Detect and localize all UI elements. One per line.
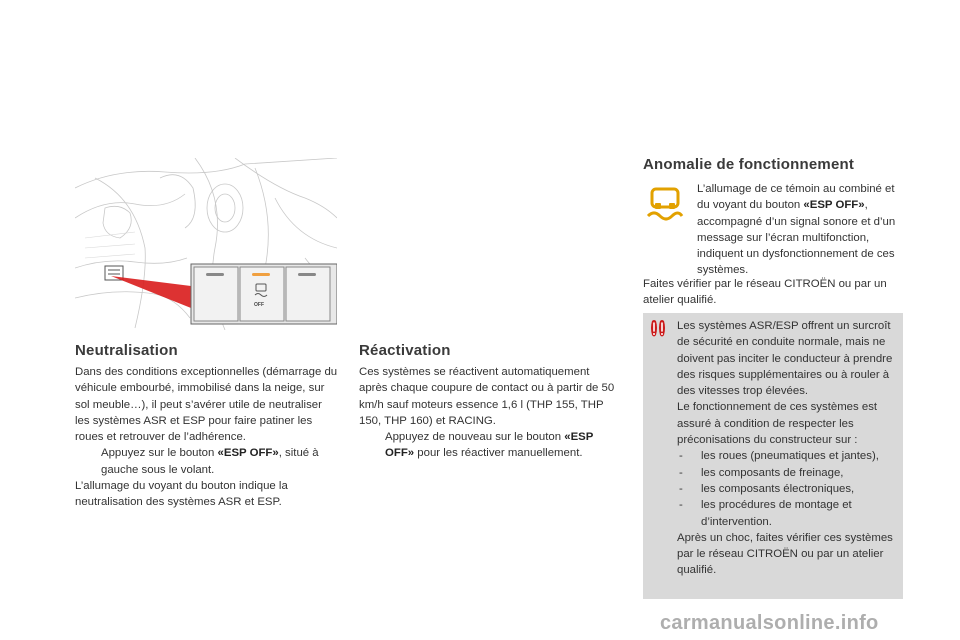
anomalie-paragraph-2: Faites vérifier par le réseau CITROËN ou par un atelier qualifié.: [643, 278, 887, 307]
dash-marker: -: [679, 482, 683, 495]
warning-list-item: - les procédures de montage et d’intervention.: [677, 497, 899, 530]
anomalie-icon-text: [697, 181, 907, 279]
watermark: carmanualsonline.info: [660, 612, 879, 634]
reactivation-heading: Réactivation: [359, 342, 451, 359]
warning-paragraph-3: Après un choc, faites vérifier ces systèmes par le réseau CITROËN ou par un atelier qualifié.: [677, 531, 893, 577]
esp-off-label: «ESP OFF»: [217, 447, 279, 460]
esp-off-label: «ESP OFF»: [385, 431, 594, 460]
anomalie-text-post: , accompagné d’un signal sonore et d’un message sur l’écran multifonction, indiquent un dysfonctionnement de ces systèmes.: [697, 199, 896, 277]
warning-list-item: - les composants de freinage,: [677, 465, 899, 481]
dash-marker: -: [679, 466, 683, 479]
bullet-icon: [75, 445, 101, 478]
warning-list-item: - les composants électroniques,: [677, 481, 899, 497]
bullet-text-pre: Appuyez de nouveau sur le bouton: [385, 431, 565, 444]
reactivation-text: [359, 364, 621, 462]
dashboard-illustration: [75, 158, 337, 330]
neutralisation-heading: Neutralisation: [75, 342, 178, 359]
warning-exclamation-icon: [647, 318, 669, 340]
esp-warning-light-icon: [645, 186, 685, 222]
neutralisation-text: [75, 364, 339, 511]
bullet-icon: [359, 429, 385, 462]
off-button-label: OFF: [254, 302, 264, 308]
dash-marker: -: [679, 450, 683, 463]
warning-paragraph-2: Le fonctionnement de ces systèmes est assuré à condition de respecter les préconisations du constructeur sur :: [677, 401, 878, 447]
neutralisation-paragraph-2: L’allumage du voyant du bouton indique la neutralisation des systèmes ASR et ESP.: [75, 480, 288, 509]
warning-list-item: - les roues (pneumatiques et jantes),: [677, 448, 899, 464]
bullet-text-post: , situé à gauche sous le volant.: [101, 447, 319, 476]
bullet-text-pre: Appuyez sur le bouton: [101, 447, 218, 460]
esp-off-label: «ESP OFF»: [803, 199, 865, 212]
reactivation-bullet: [359, 429, 621, 462]
warning-paragraph-1: Les systèmes ASR/ESP offrent un surcroît de sécurité en conduite normale, mais ne doivent pas inciter le conducteur à prendre des risques supplémentaires ou à rouler à des vitesses trop élevées.: [677, 320, 893, 398]
anomalie-text-pre: L’allumage de ce témoin au combiné et du voyant du bouton: [697, 183, 895, 212]
dash-marker: -: [679, 499, 683, 512]
neutralisation-paragraph-1: Dans des conditions exceptionnelles (démarrage du véhicule embourbé, immobilisé dans la neige, sur sol meuble…), il peut s’avérer utile de neutraliser les systèmes ASR et ESP pour faire patiner les roues et retrouver de l’adhérence.: [75, 366, 338, 444]
warning-text: [677, 318, 899, 579]
bullet-text-post: pour les réactiver manuellement.: [414, 447, 583, 460]
reactivation-paragraph-1: Ces systèmes se réactivent automatiquement après chaque coupure de contact ou à partir de 50 km/h sauf moteurs essence 1,6 l (THP 155, THP 150, THP 160) et RACING.: [359, 366, 615, 427]
anomalie-heading: Anomalie de fonctionnement: [643, 156, 855, 173]
neutralisation-bullet: [75, 445, 339, 478]
